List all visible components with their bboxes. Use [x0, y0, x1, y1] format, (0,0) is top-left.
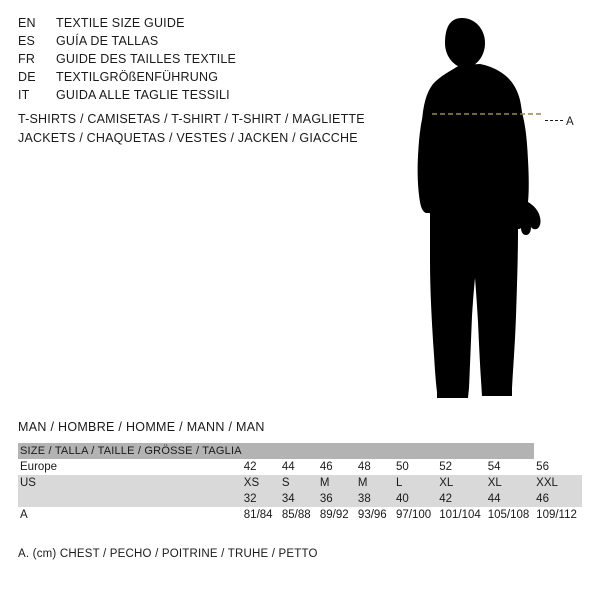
row-value: 44: [486, 491, 534, 507]
row-value: 52: [437, 459, 485, 475]
row-label: US: [18, 475, 242, 491]
language-code: DE: [18, 70, 36, 84]
row-label: [18, 491, 242, 507]
table-header-cell: [394, 443, 437, 459]
row-value: 50: [394, 459, 437, 475]
row-value: 101/104: [437, 507, 485, 523]
language-row: [18, 32, 378, 50]
row-value: 32: [242, 491, 280, 507]
male-silhouette-icon: [400, 10, 600, 405]
row-value: 44: [280, 459, 318, 475]
male-figure-illustration: [400, 10, 600, 405]
language-header-block: [18, 14, 378, 104]
row-value: 38: [356, 491, 394, 507]
size-table: [18, 443, 582, 523]
callout-dash-line: [545, 120, 563, 122]
row-value: 46: [534, 491, 582, 507]
row-value: 36: [318, 491, 356, 507]
row-value: 105/108: [486, 507, 534, 523]
row-value: 109/112: [534, 507, 582, 523]
language-code: EN: [18, 16, 36, 30]
language-text: TEXTILE SIZE GUIDE: [56, 16, 185, 30]
row-value: 42: [437, 491, 485, 507]
language-text: GUIDE DES TAILLES TEXTILE: [56, 52, 237, 66]
row-value: 46: [318, 459, 356, 475]
row-value: XL: [486, 475, 534, 491]
row-value: 89/92: [318, 507, 356, 523]
row-value: 34: [280, 491, 318, 507]
table-header-row: [18, 443, 582, 459]
row-value: 42: [242, 459, 280, 475]
table-header-cell: [356, 443, 394, 459]
table-header-cell: [486, 443, 534, 459]
table-header-cell: [242, 443, 280, 459]
table-row: [18, 491, 582, 507]
language-row: [18, 50, 378, 68]
row-value: XL: [437, 475, 485, 491]
callout-label-a: A: [566, 116, 574, 128]
language-code: IT: [18, 88, 30, 102]
row-value: 93/96: [356, 507, 394, 523]
row-value: 54: [486, 459, 534, 475]
language-code: ES: [18, 34, 36, 48]
table-row: [18, 507, 582, 523]
section-title-man: MAN / HOMBRE / HOMME / MANN / MAN: [18, 420, 265, 434]
language-code: FR: [18, 52, 36, 66]
table-row: [18, 459, 582, 475]
language-row: [18, 86, 378, 104]
language-row: [18, 68, 378, 86]
table-header-label: SIZE / TALLA / TAILLE / GRÖSSE / TAGLIA: [20, 445, 242, 457]
language-text: GUÍA DE TALLAS: [56, 34, 159, 48]
footnote-chest-measure: A. (cm) CHEST / PECHO / POITRINE / TRUHE / PETTO: [18, 548, 318, 560]
table-row: [18, 475, 582, 491]
language-row: [18, 14, 378, 32]
garment-line-jackets: JACKETS / CHAQUETAS / VESTES / JACKEN / GIACCHE: [18, 131, 358, 145]
table-header-cell: [318, 443, 356, 459]
row-label: A: [18, 507, 242, 523]
row-value: 40: [394, 491, 437, 507]
row-label: Europe: [18, 459, 242, 475]
language-text: GUIDA ALLE TAGLIE TESSILI: [56, 88, 230, 102]
row-value: 97/100: [394, 507, 437, 523]
row-value: 48: [356, 459, 394, 475]
garment-type-block: [18, 110, 398, 148]
row-value: 81/84: [242, 507, 280, 523]
row-value: M: [318, 475, 356, 491]
row-value: XXL: [534, 475, 582, 491]
row-value: XS: [242, 475, 280, 491]
row-value: M: [356, 475, 394, 491]
table-header-cell: [280, 443, 318, 459]
row-value: 56: [534, 459, 582, 475]
table-header-cell: [437, 443, 485, 459]
row-value: 85/88: [280, 507, 318, 523]
garment-line-tshirts: T-SHIRTS / CAMISETAS / T-SHIRT / T-SHIRT / MAGLIETTE: [18, 112, 365, 126]
row-value: S: [280, 475, 318, 491]
language-text: TEXTILGRÖßENFÜHRUNG: [56, 70, 219, 84]
row-value: L: [394, 475, 437, 491]
